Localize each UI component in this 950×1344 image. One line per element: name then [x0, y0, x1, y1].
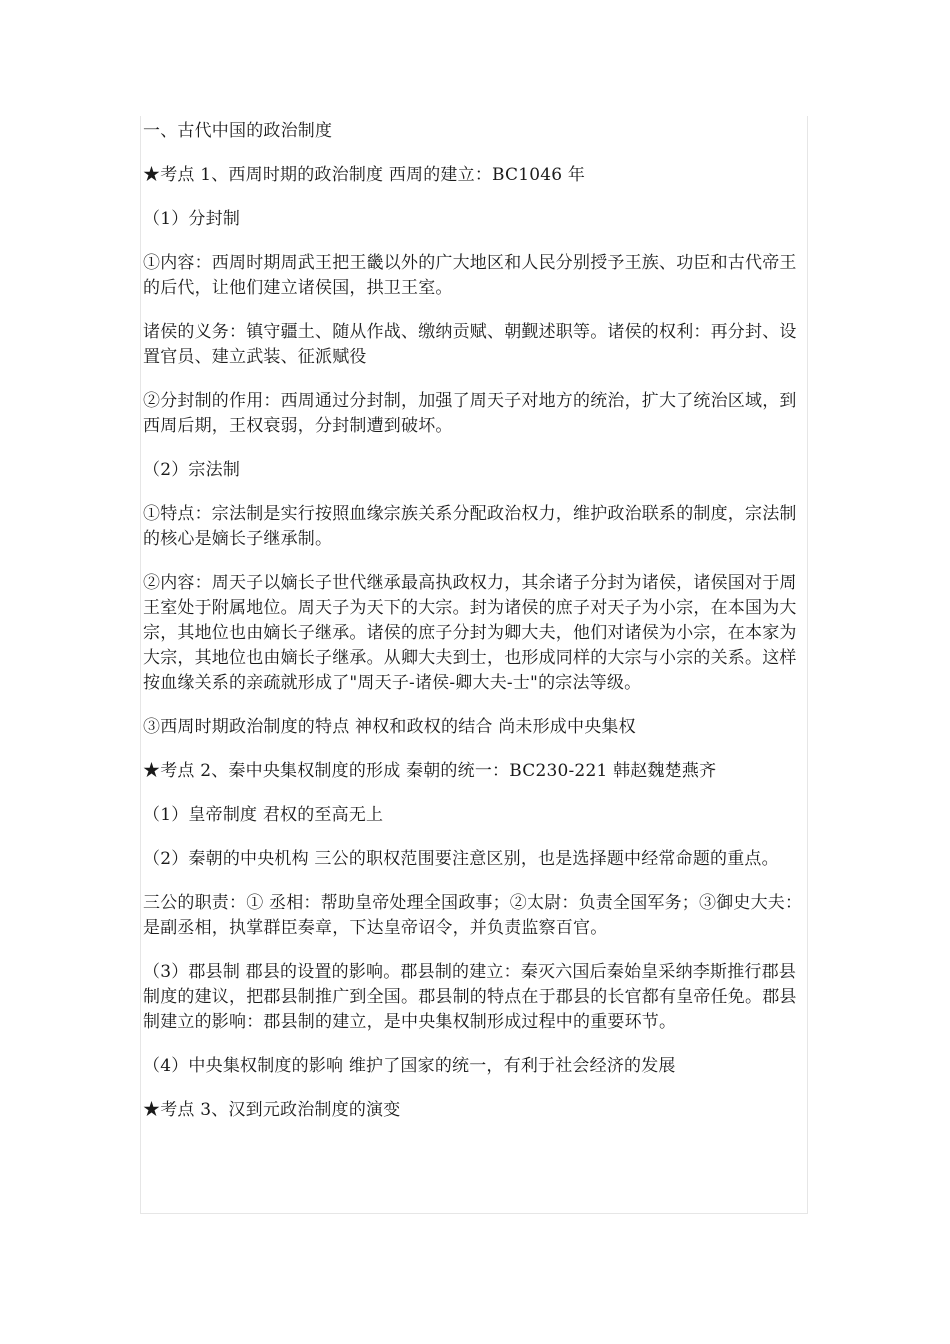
paragraph: 诸侯的义务：镇守疆土、随从作战、缴纳贡赋、朝觐述职等。诸侯的权利：再分封、设置官员、建立武装、征派赋役: [143, 322, 797, 367]
exam-point-heading: ★考点 1、西周时期的政治制度 西周的建立：BC1046 年: [143, 165, 586, 185]
subsection-heading: （2）宗法制: [143, 460, 241, 480]
subsection-heading: （1）分封制: [143, 209, 241, 229]
paragraph: ②内容：周天子以嫡长子世代继承最高执政权力，其余诸子分封为诸侯，诸侯国对于周王室处于附属地位。周天子为天下的大宗。封为诸侯的庶子对天子为小宗，在本国为大宗，其地位也由嫡长子继承。诸侯的庶子分封为卿大夫，他们对诸侯为小宗，在本家为大宗，其地位也由嫡长子继承。从卿大夫到士，也形成同样的大宗与小宗的关系。这样按血缘关系的亲疏就形成了"周天子-诸侯-卿大夫-士"的宗法等级。: [143, 573, 797, 693]
section-heading: 一、古代中国的政治制度: [143, 121, 333, 141]
paragraph: ②分封制的作用：西周通过分封制，加强了周天子对地方的统治，扩大了统治区域，到西周后期，王权衰弱，分封制遭到破坏。: [143, 391, 797, 436]
exam-point-heading: ★考点 3、汉到元政治制度的演变: [143, 1100, 401, 1120]
paragraph: （3）郡县制 郡县的设置的影响。郡县制的建立：秦灭六国后秦始皇采纳李斯推行郡县制度的建议，把郡县制推广到全国。郡县制的特点在于郡县的长官都有皇帝任免。郡县制建立的影响：郡县制的建立，是中央集权制形成过程中的重要环节。: [143, 962, 797, 1032]
paragraph: ①内容：西周时期周武王把王畿以外的广大地区和人民分别授予王族、功臣和古代帝王的后代，让他们建立诸侯国，拱卫王室。: [143, 253, 797, 298]
paragraph: 三公的职责：① 丞相：帮助皇帝处理全国政事；②太尉：负责全国军务；③御史大夫：是副丞相，执掌群臣奏章，下达皇帝诏令，并负责监察百官。: [143, 893, 803, 938]
subsection-heading: （1）皇帝制度 君权的至高无上: [143, 805, 384, 825]
paragraph: ③西周时期政治制度的特点 神权和政权的结合 尚未形成中央集权: [143, 717, 636, 737]
paragraph: ①特点：宗法制是实行按照血缘宗族关系分配政治权力，维护政治联系的制度，宗法制的核心是嫡长子继承制。: [143, 504, 797, 549]
exam-point-heading: ★考点 2、秦中央集权制度的形成 秦朝的统一：BC230-221 韩赵魏楚燕齐: [143, 761, 717, 781]
paragraph: （4）中央集权制度的影响 维护了国家的统一，有利于社会经济的发展: [143, 1056, 676, 1076]
paragraph: （2）秦朝的中央机构 三公的职权范围要注意区别，也是选择题中经常命题的重点。: [143, 849, 779, 869]
document-body: [143, 119, 807, 1123]
